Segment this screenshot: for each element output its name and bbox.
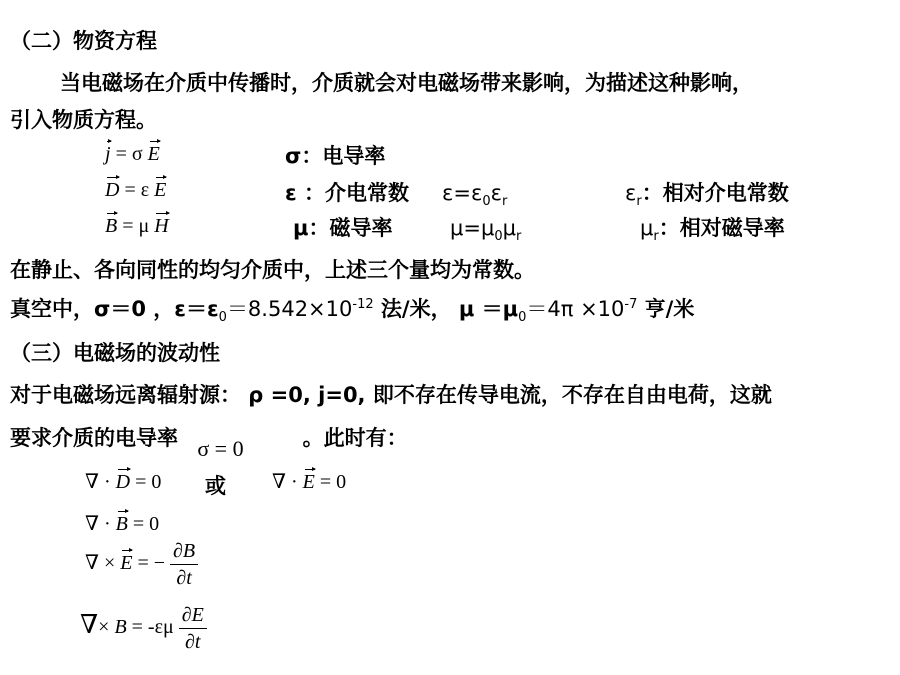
paragraph-line: 当电磁场在介质中传播时，介质就会对电磁场带来影响，为描述这种影响，: [60, 71, 753, 95]
note-relative-permittivity: $\varepsilon_r$：相对介电常数: [625, 181, 789, 210]
fraction-dE-dt: $\frac{\partial E}{\partial t}$: [179, 602, 207, 655]
vector-e: E: [302, 471, 315, 493]
paragraph-line: 要求介质的电导率 σ = 0 。此时有：: [10, 426, 408, 461]
equation-div-b: ∇ · B = 0: [85, 513, 160, 535]
statement-constant-quantities: 在静止、各向同性的均匀介质中，上述三个量均为常数。: [10, 258, 535, 282]
equation-current-density: j = σ E: [105, 143, 160, 165]
equation-displacement: D = ε E: [105, 179, 167, 201]
note-relative-permeability: $\mu_r$：相对磁导率: [640, 216, 785, 245]
paragraph-line: 对于电磁场远离辐射源： ρ =0, j=0, 即不存在传导电流，不存在自由电荷，这就: [10, 383, 772, 407]
equation-curl-e: ∇ × E = − $\frac{\partial B}{\partial t}$: [85, 538, 198, 591]
fraction-dB-dt: $\frac{\partial B}{\partial t}$: [170, 538, 198, 591]
vector-b: B: [115, 513, 128, 535]
vector-e: E: [147, 143, 160, 165]
conjunction-or: 或: [205, 474, 226, 498]
equation-magnetic-flux: B = μ H: [105, 215, 169, 237]
note-permeability-formula: $\mu=\mu_0\mu_r$: [450, 216, 522, 245]
note-permittivity: ε ：介电常数: [285, 181, 410, 205]
vector-d: D: [105, 179, 120, 201]
vector-d: D: [115, 471, 131, 493]
vector-h: H: [154, 215, 169, 237]
note-permeability: μ：磁导率: [293, 216, 393, 240]
note-permittivity-formula: $\varepsilon=\varepsilon_0\varepsilon_r$: [442, 181, 508, 210]
statement-vacuum-values: 真空中，σ＝0 ，$\varepsilon=\varepsilon_0=8.542\times 10^{-12}$ 法/米， $\mu =\mu_0=4\pi \times 10^{-7}$ 亨/米: [10, 297, 695, 326]
section-heading-wave-nature: （三）电磁场的波动性: [10, 341, 220, 365]
equation-curl-b: ∇× B = -εμ $\frac{\partial E}{\partial t}$: [80, 602, 207, 655]
section-heading-material-equations: （二）物资方程: [10, 29, 157, 53]
vector-b: B: [105, 215, 118, 237]
vector-e: E: [154, 179, 167, 201]
equation-div-e: ∇ · E = 0: [272, 471, 347, 493]
equation-div-d: ∇ · D = 0: [85, 471, 162, 493]
sigma-zero-formula: σ = 0: [197, 436, 244, 461]
vector-j: j: [105, 143, 111, 165]
note-conductivity: σ：电导率: [285, 144, 386, 168]
vector-e: E: [120, 552, 133, 575]
paragraph-line: 引入物质方程。: [10, 108, 157, 132]
